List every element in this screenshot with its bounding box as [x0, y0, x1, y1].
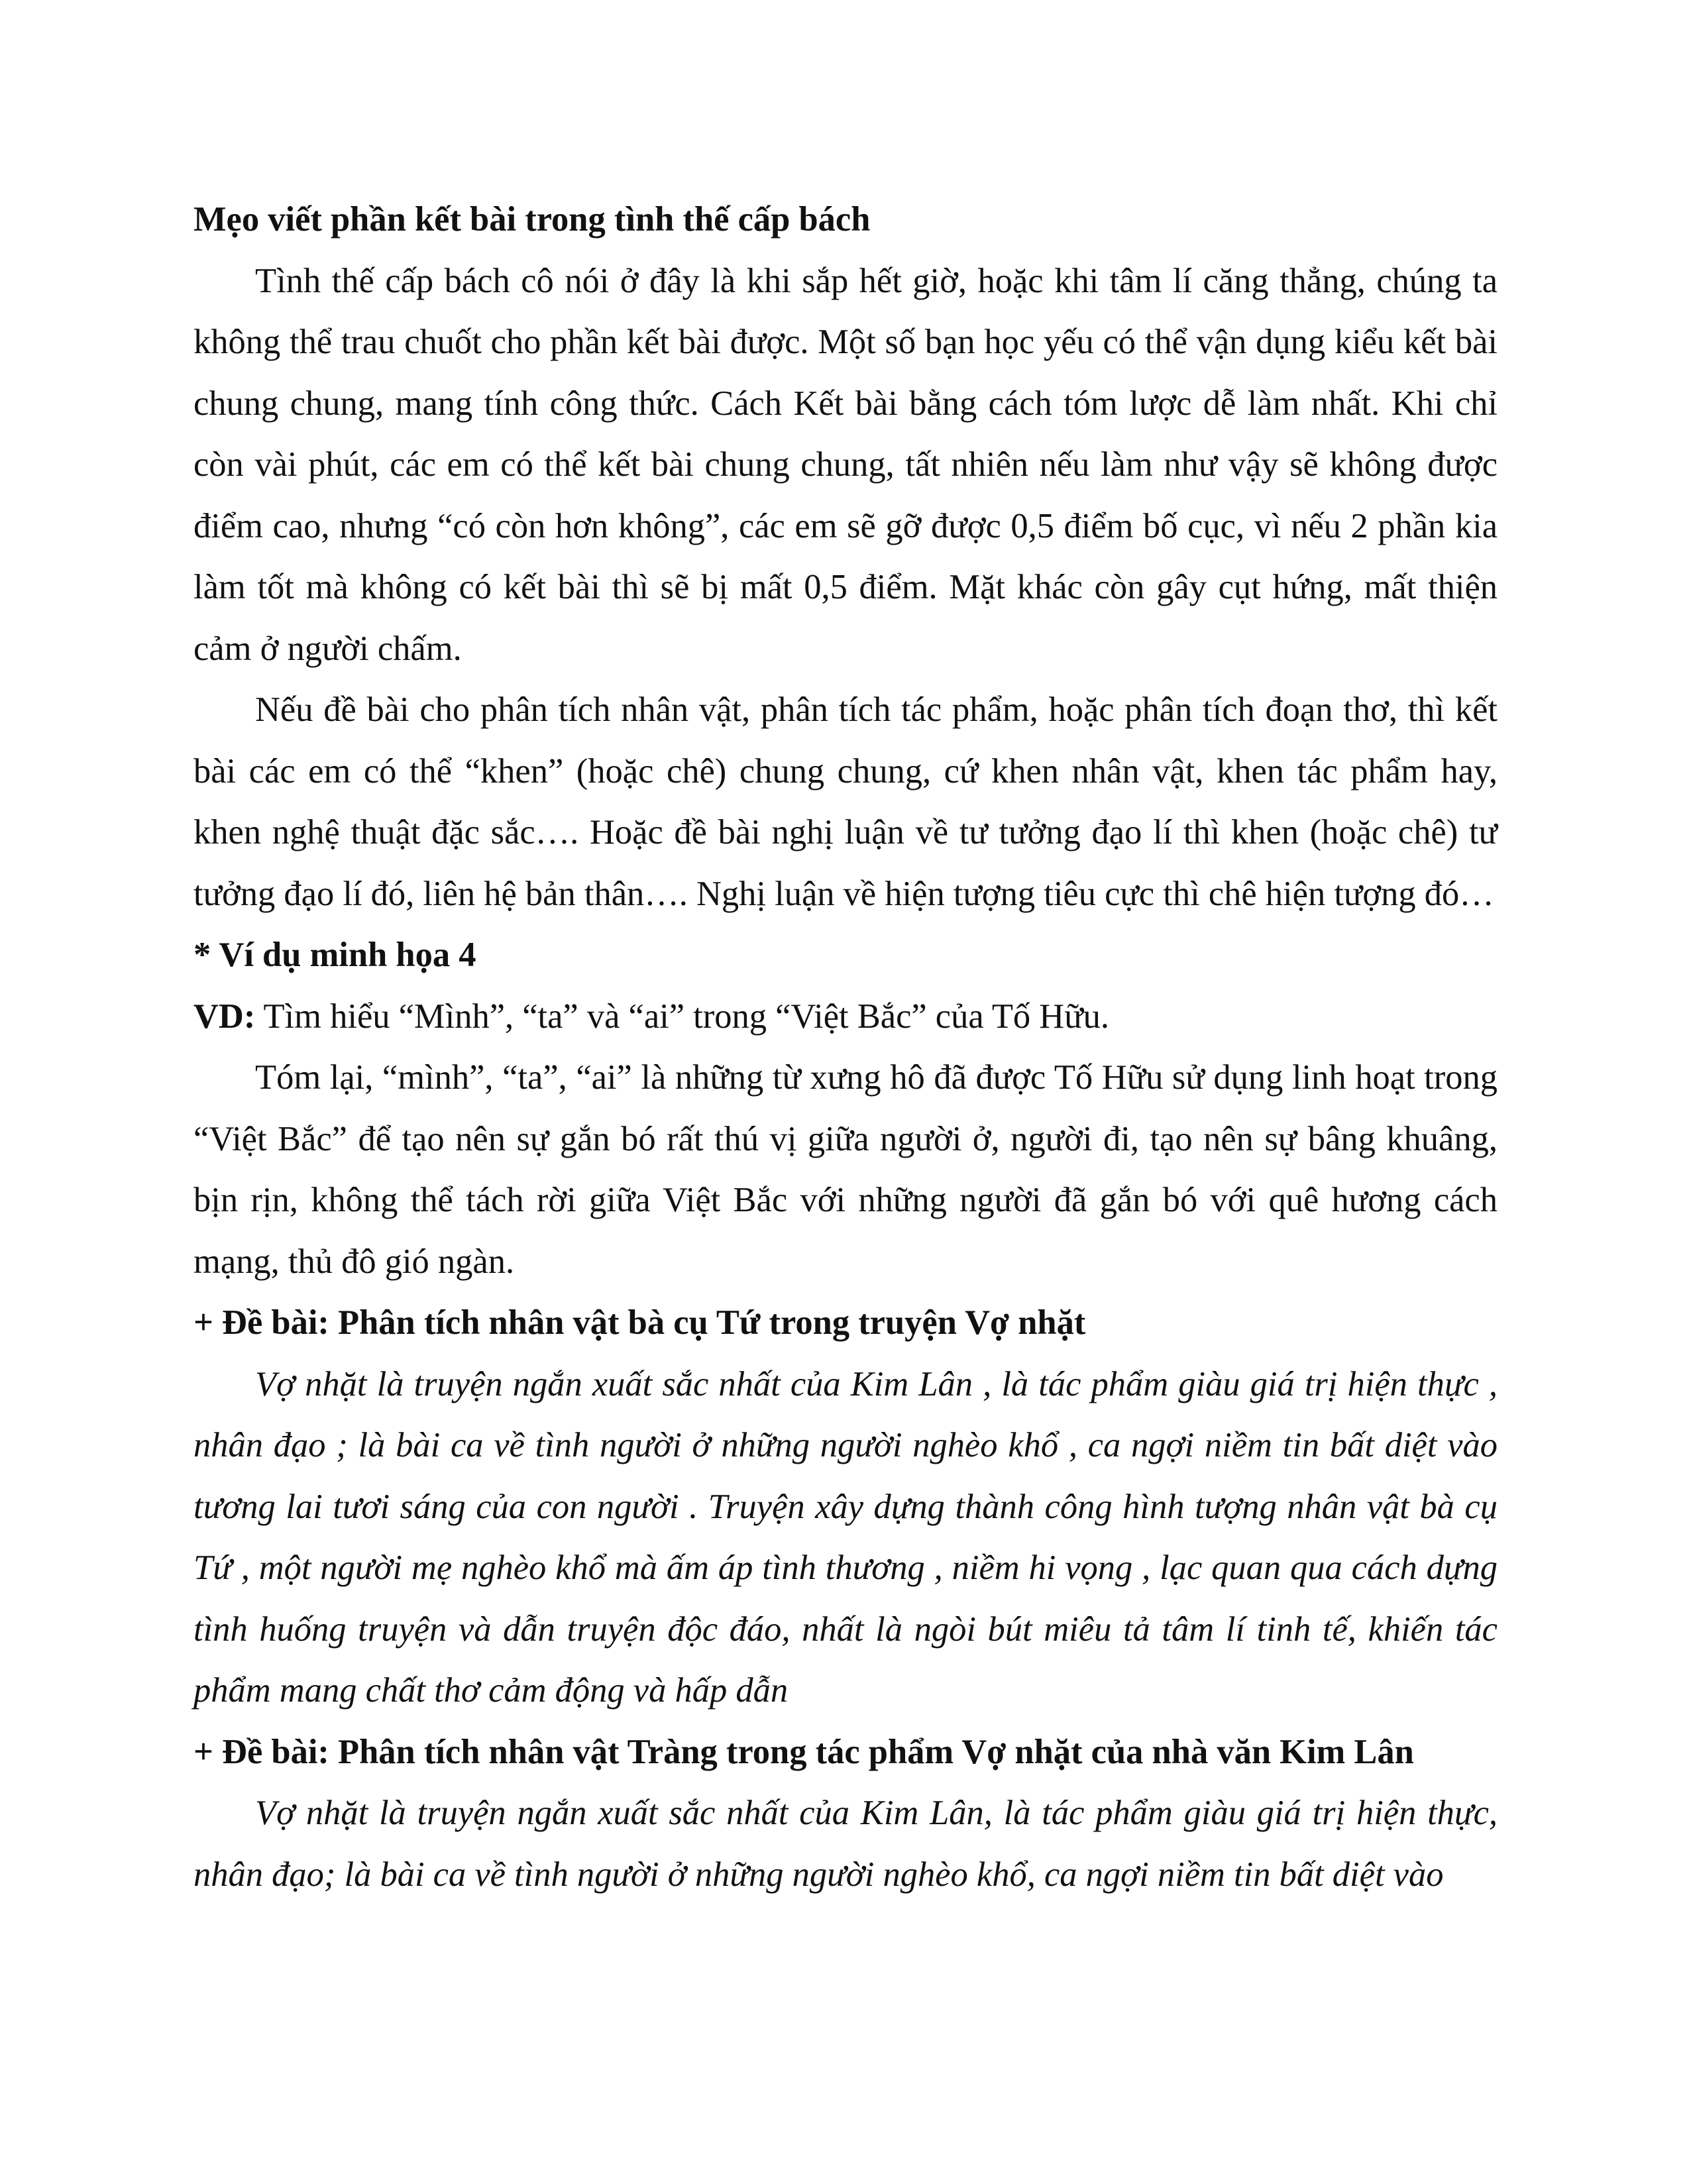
topic-heading-ba-cu-tu: + Đề bài: Phân tích nhân vật bà cụ Tứ trong truyện Vợ nhặt	[193, 1303, 1086, 1342]
vd-label: VD:	[193, 997, 256, 1036]
paragraph-urgent-situation: Tình thế cấp bách cô nói ở đây là khi sắp hết giờ, hoặc khi tâm lí căng thẳng, chúng ta không thể trau chuốt cho phần kết bài được. Một số bạn học yếu có thể vận dụng kiểu kết bài chung chung, mang tính công thức. Cách Kết bài bằng cách tóm lược dễ làm nhất. Khi chỉ còn vài phút, các em có thể kết bài chung chung, tất nhiên nếu làm như vậy sẽ không được điểm cao, nhưng “có còn hơn không”, các em sẽ gỡ được 0,5 điểm bố cục, vì nếu 2 phần kia làm tốt mà không có kết bài thì sẽ bị mất 0,5 điểm. Mặt khác còn gây cụt hứng, mất thiện cảm ở người chấm.	[193, 261, 1498, 668]
document-page	[193, 189, 1498, 1905]
vd-text: Tìm hiểu “Mình”, “ta” và “ai” trong “Việt Bắc” của Tố Hữu.	[255, 997, 1110, 1036]
topic-heading-trang: + Đề bài: Phân tích nhân vật Tràng trong tác phẩm Vợ nhặt của nhà văn Kim Lân	[193, 1732, 1414, 1771]
topic-text-trang: Vợ nhặt là truyện ngắn xuất sắc nhất của Kim Lân, là tác phẩm giàu giá trị hiện thực, nhân đạo; là bài ca về tình người ở những người nghèo khổ, ca ngợi niềm tin bất diệt vào	[193, 1794, 1498, 1894]
paragraph-conclusion-example: Tóm lại, “mình”, “ta”, “ai” là những từ xưng hô đã được Tố Hữu sử dụng linh hoạt trong “Việt Bắc” để tạo nên sự gắn bó rất thú vị giữa người ở, người đi, tạo nên sự bâng khuâng, bịn rịn, không thể tách rời giữa Việt Bắc với những người đã gắn bó với quê hương cách mạng, thủ đô gió ngàn.	[193, 1058, 1498, 1281]
topic-text-ba-cu-tu: Vợ nhặt là truyện ngắn xuất sắc nhất của Kim Lân , là tác phẩm giàu giá trị hiện thực , nhân đạo ; là bài ca về tình người ở những người nghèo khổ , ca ngợi niềm tin bất diệt vào tương lai tươi sáng của con người . Truyện xây dựng thành công hình tượng nhân vật bà cụ Tứ , một người mẹ nghèo khổ mà ấm áp tình thương , niềm hi vọng , lạc quan qua cách dựng tình huống truyện và dẫn truyện độc đáo, nhất là ngòi bút miêu tả tâm lí tinh tế, khiến tác phẩm mang chất thơ cảm động và hấp dẫn	[193, 1364, 1498, 1710]
section-title: Mẹo viết phần kết bài trong tình thế cấp bách	[193, 200, 871, 239]
example-heading: * Ví dụ minh họa 4	[193, 936, 476, 974]
example-vd-line	[193, 986, 1498, 1048]
paragraph-praise-approach: Nếu đề bài cho phân tích nhân vật, phân tích tác phẩm, hoặc phân tích đoạn thơ, thì kết bài các em có thể “khen” (hoặc chê) chung chung, cứ khen nhân vật, khen tác phẩm hay, khen nghệ thuật đặc sắc…. Hoặc đề bài nghị luận về tư tưởng đạo lí thì khen (hoặc chê) tư tưởng đạo lí đó, liên hệ bản thân…. Nghị luận về hiện tượng tiêu cực thì chê hiện tượng đó…	[193, 690, 1498, 913]
